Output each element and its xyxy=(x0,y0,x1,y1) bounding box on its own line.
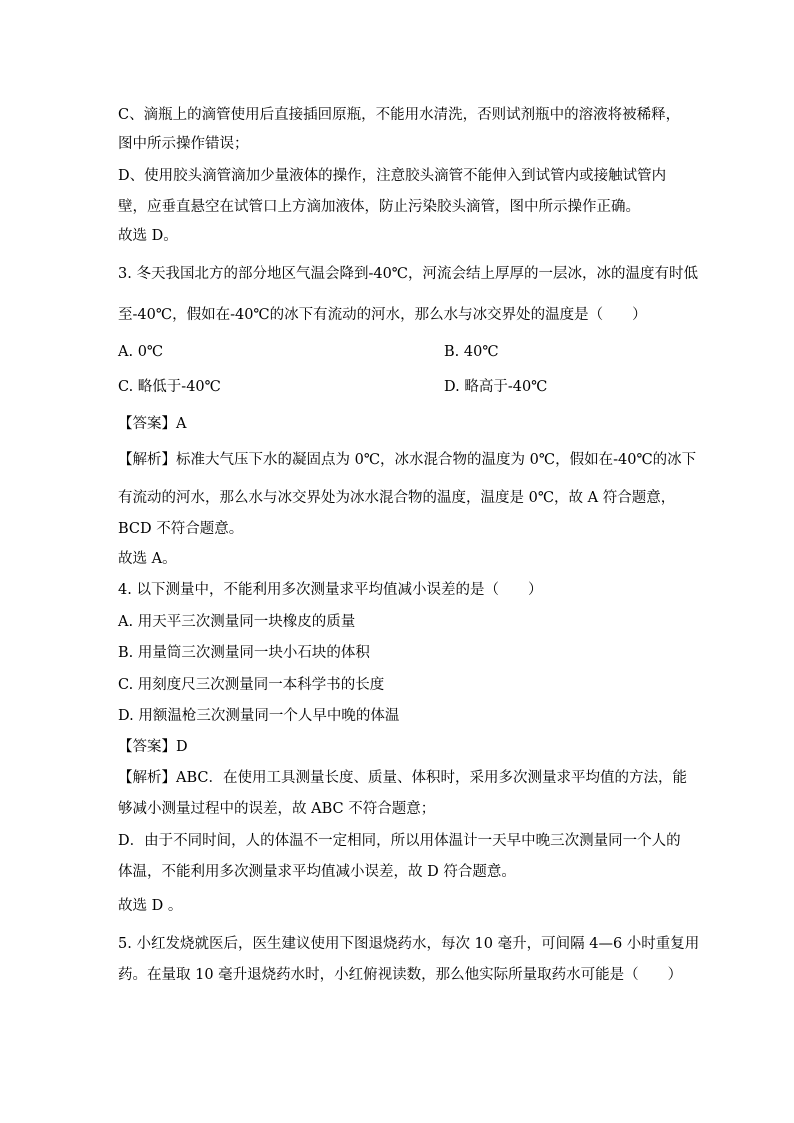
analysis-text: 【解析】ABC．在使用工具测量长度、质量、体积时，采用多次测量求平均值的方法，能 xyxy=(118,770,687,786)
text-line: 故选 D。 xyxy=(118,228,178,244)
option-c: C. 略低于-40℃ xyxy=(118,379,221,395)
question-3-stem: 3. 冬天我国北方的部分地区气温会降到-40℃，河流会结上厚厚的一层冰，冰的温度有时低 xyxy=(118,266,699,282)
text-line: 图中所示操作错误； xyxy=(118,136,249,152)
question-5-stem: 药。在量取 10 毫升退烧药水时，小红俯视读数，那么他实际所量取药水可能是（ ） xyxy=(118,967,683,983)
option-a: A. 用天平三次测量同一块橡皮的质量 xyxy=(118,614,356,630)
option-d: D. 用额温枪三次测量同一个人早中晚的体温 xyxy=(118,708,400,724)
question-3-stem: 至-40℃，假如在-40℃的冰下有流动的河水，那么水与冰交界处的温度是（ ） xyxy=(118,307,647,323)
analysis-text: D．由于不同时间，人的体温不一定相同，所以用体温计一天早中晚三次测量同一个人的 xyxy=(118,833,681,849)
option-b: B. 用量筒三次测量同一块小石块的体积 xyxy=(118,645,370,661)
question-5-stem: 5. 小红发烧就医后，医生建议使用下图退烧药水，每次 10 毫升，可间隔 4—6 小时重复用 xyxy=(118,936,700,952)
text-line: 壁，应垂直悬空在试管口上方滴加液体，防止污染胶头滴管，图中所示操作正确。 xyxy=(118,199,640,215)
analysis-text: 够减小测量过程中的误差，故 ABC 不符合题意； xyxy=(118,801,436,817)
option-c: C. 用刻度尺三次测量同一本科学书的长度 xyxy=(118,677,385,693)
answer-label: 【答案】D xyxy=(118,739,188,755)
text-line: C、滴瓶上的滴管使用后直接插回原瓶，不能用水清洗，否则试剂瓶中的溶液将被稀释， xyxy=(118,107,681,123)
option-b: B. 40℃ xyxy=(444,344,499,360)
text-line: 故选 A。 xyxy=(118,551,177,567)
analysis-text: 有流动的河水，那么水与冰交界处为冰水混合物的温度，温度是 0℃，故 A 符合题意， xyxy=(118,490,676,506)
text-line: D、使用胶头滴管滴加少量液体的操作，注意胶头滴管不能伸入到试管内或接触试管内 xyxy=(118,168,667,184)
text-line: 故选 D 。 xyxy=(118,898,183,914)
option-a: A. 0℃ xyxy=(118,344,164,360)
analysis-text: 【解析】标准大气压下水的凝固点为 0℃，冰水混合物的温度为 0℃，假如在-40℃的冰下 xyxy=(118,452,697,468)
analysis-text: 体温，不能利用多次测量求平均值减小误差，故 D 符合题意。 xyxy=(118,864,516,880)
option-d: D. 略高于-40℃ xyxy=(444,379,548,395)
analysis-text: BCD 不符合题意。 xyxy=(118,521,244,537)
answer-label: 【答案】A xyxy=(118,416,187,432)
question-4-stem: 4. 以下测量中，不能利用多次测量求平均值减小误差的是（ ） xyxy=(118,582,543,598)
